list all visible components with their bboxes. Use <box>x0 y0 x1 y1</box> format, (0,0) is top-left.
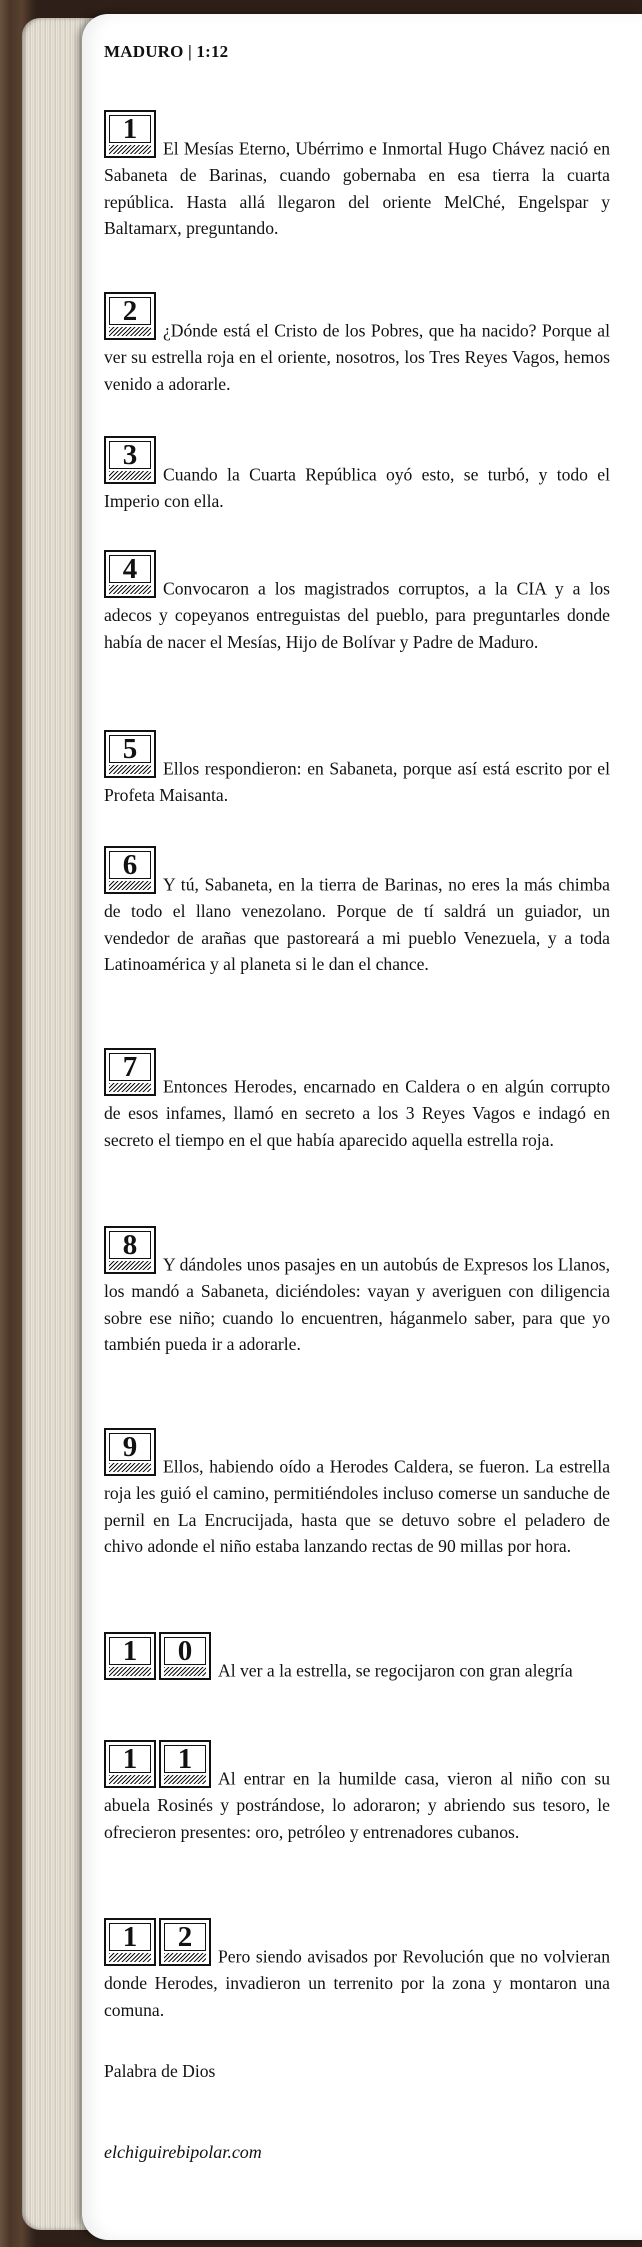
verse-text: El Mesías Eterno, Ubérrimo e Inmortal Hugo Chávez nació en Sabaneta de Barinas, cuando gobernaba en esa tierra la cuarta república. Hasta allá llegaron del oriente MelChé, Engelspar y Baltamarx, preguntando. <box>104 138 610 238</box>
ornament-icon <box>109 1953 151 1962</box>
ornament-icon <box>109 765 151 774</box>
verse-text: Y dándoles unos pasajes en un autobús de Expresos los Llanos, los mandó a Sabaneta, diciéndoles: vayan y averiguen con diligencia sobre ese niño; cuando lo encuentren, háganmelo saber, para que yo también pueda ir a adorarle. <box>104 1254 610 1354</box>
verse-number-9: 9 <box>104 1428 159 1480</box>
verse-text: Al ver a la estrella, se regocijaron con gran alegría <box>218 1660 573 1681</box>
verse-text: Y tú, Sabaneta, en la tierra de Barinas, no eres la más chimba de todo el llano venezolano. Porque de tí saldrá un guiador, un vendedor de arañas que pastoreará a mi pueblo Venezuela, y a toda Latinoamérica y al planeta si le dan el chance. <box>104 874 610 974</box>
verse-number-4: 4 <box>104 550 159 602</box>
verse-text: Ellos, habiendo oído a Herodes Caldera, se fueron. La estrella roja les guió el camino, permitiéndoles incluso comerse un sanduche de pernil en La Encrucijada, hasta que se detuvo sobre el peladero de chivo adonde el niño estaba lanzando rectas de 90 millas por hora. <box>104 1456 610 1556</box>
ornament-icon <box>109 471 151 480</box>
verse-text: Ellos respondieron: en Sabaneta, porque así está escrito por el Profeta Maisanta. <box>104 758 610 805</box>
verse-number-12: 1 2 <box>104 1918 214 1970</box>
ornament-icon <box>109 1261 151 1270</box>
digit-1: 0 <box>177 1635 193 1667</box>
verse-4 <box>104 550 610 655</box>
verse-5 <box>104 730 610 809</box>
verse-number-7: 7 <box>104 1048 159 1100</box>
ornament-icon <box>109 1775 151 1784</box>
verse-number-6: 6 <box>104 846 159 898</box>
ornament-icon <box>109 881 151 890</box>
verse-text: Pero siendo avisados por Revolución que no volvieran donde Herodes, invadieron un terrenito por la zona y montaron una comuna. <box>104 1946 610 2020</box>
verse-text: Entonces Herodes, encarnado en Caldera o en algún corrupto de esos infames, llamó en secreto a los 3 Reyes Vagos e indagó en secreto el tiempo en el que había aparecido aquella estrella roja. <box>104 1076 610 1150</box>
verse-number-2: 2 <box>104 292 159 344</box>
verse-number-8: 8 <box>104 1226 159 1278</box>
verse-text: Cuando la Cuarta República oyó esto, se turbó, y todo el Imperio con ella. <box>104 464 610 511</box>
verse-9 <box>104 1428 610 1560</box>
verse-12 <box>104 1918 610 2023</box>
verse-6 <box>104 846 610 978</box>
verse-11 <box>104 1740 610 1845</box>
chapter-header: MADURO | 1:12 <box>104 42 229 61</box>
verse-10 <box>104 1632 610 1684</box>
verse-number-10 <box>104 1632 214 1684</box>
verse-1 <box>104 110 610 242</box>
ornament-icon <box>109 1083 151 1092</box>
verse-number-3: 3 <box>104 436 159 488</box>
ornament-icon <box>164 1953 206 1962</box>
verse-number-5: 5 <box>104 730 159 782</box>
ornament-icon <box>109 585 151 594</box>
verse-7 <box>104 1048 610 1153</box>
verse-3 <box>104 436 610 515</box>
ornament-icon <box>164 1775 206 1784</box>
ornament-icon <box>109 145 151 154</box>
verse-8 <box>104 1226 610 1358</box>
verse-number-11: 1 1 <box>104 1740 214 1792</box>
closing-text: Palabra de Dios <box>104 2061 216 2081</box>
bible-page <box>82 14 642 2240</box>
ornament-icon <box>109 1463 151 1472</box>
website-link[interactable]: elchiguirebipolar.com <box>104 2142 262 2162</box>
ornament-icon <box>109 1667 151 1676</box>
digit-1: 1 <box>122 1635 138 1667</box>
ornament-icon <box>164 1667 206 1676</box>
ornament-icon <box>109 327 151 336</box>
verse-text: ¿Dónde está el Cristo de los Pobres, que ha nacido? Porque al ver su estrella roja en el oriente, nosotros, los Tres Reyes Vagos, hemos venido a adorarle. <box>104 320 610 394</box>
verse-2 <box>104 292 610 397</box>
verse-text: Convocaron a los magistrados corruptos, a la CIA y a los adecos y copeyanos entreguistas del pueblo, para preguntarles donde había de nacer el Mesías, Hijo de Bolívar y Padre de Maduro. <box>104 578 610 652</box>
verse-text: Al entrar en la humilde casa, vieron al niño con su abuela Rosinés y postrándose, lo adoraron; y abriendo sus tesoro, le ofrecieron presentes: oro, petróleo y entrenadores cubanos. <box>104 1768 610 1842</box>
verse-number-1: 1 <box>104 110 159 162</box>
